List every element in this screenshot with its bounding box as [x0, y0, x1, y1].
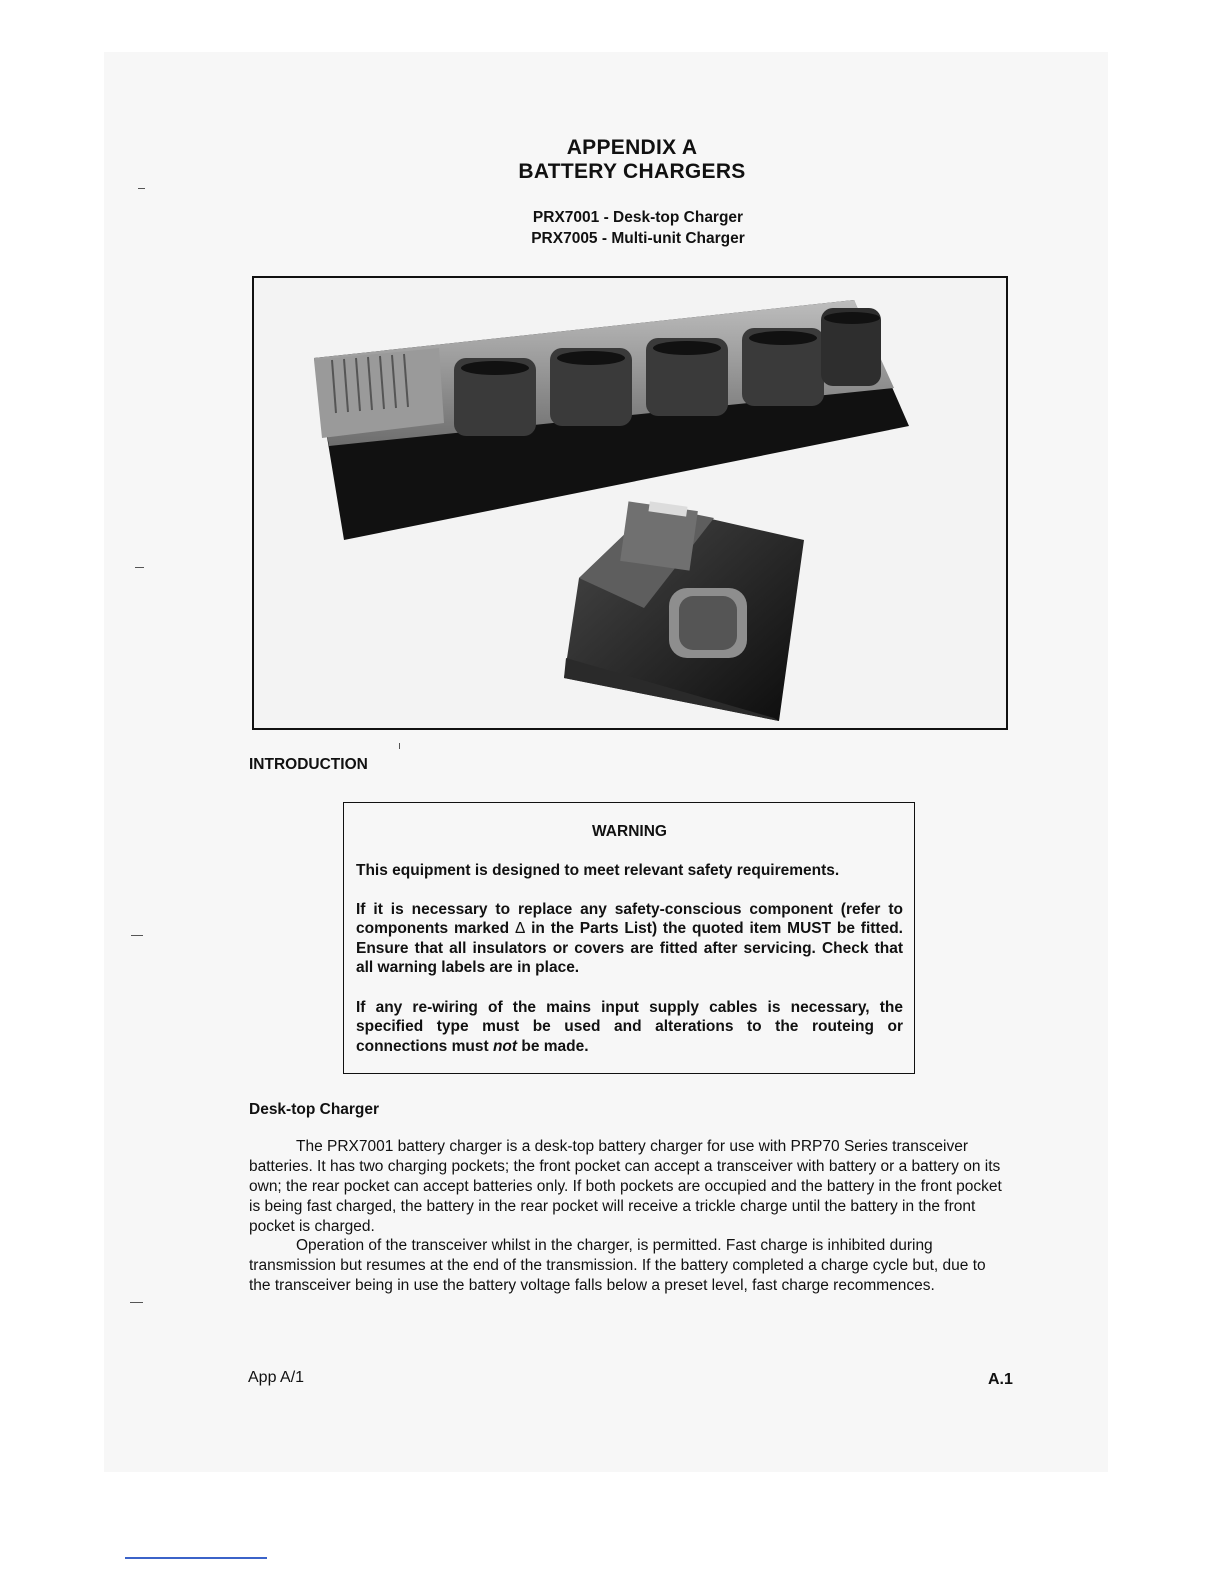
body-paragraph-1-text: The PRX7001 battery charger is a desk-top battery charger for use with PRP70 Series transceiver batteries. It has two charging pockets; the front pocket can accept a transceiver with battery or a battery on its own; the rear pocket can accept batteries only. If both pockets are occupied and the battery in the front pocket is being fast charged, the battery in the rear pocket will receive a trickle charge until the battery in the front pocket is charged. — [249, 1138, 1002, 1235]
viewer-underline-rule — [125, 1557, 267, 1559]
footer-page-number: A.1 — [988, 1371, 1013, 1388]
warning-paragraph-safety: This equipment is designed to meet relevant safety requirements. — [356, 862, 840, 879]
appendix-subtitle: BATTERY CHARGERS — [518, 160, 746, 183]
warning-emphasis-not: not — [492, 1037, 518, 1055]
desktop-charger-image — [564, 501, 804, 721]
body-paragraph-2-text: Operation of the transceiver whilst in the charger, is permitted. Fast charge is inhibited during transmission but resumes at the end of the transmission. If the battery completed a charge cycle but, due to the transceiver being in use the battery voltage falls below a preset level, fast charge recommences. — [249, 1237, 986, 1294]
warning-components-text-a: If it is necessary to replace any safety-conscious component (refer to components marked — [356, 900, 903, 937]
warning-box — [343, 802, 915, 1074]
warning-rewiring-text-a: If any re-wiring of the mains input supply cables is necessary, the specified type must be used and alterations to the routeing or connections must — [356, 998, 903, 1055]
body-paragraph-1 — [249, 1137, 1011, 1237]
warning-paragraph-rewiring — [356, 998, 903, 1057]
multi-unit-charger-image — [314, 300, 909, 540]
warning-paragraph-components — [356, 900, 903, 978]
desk-top-charger-heading: Desk-top Charger — [249, 1101, 380, 1118]
model-line-multiunit: PRX7005 - Multi-unit Charger — [531, 230, 745, 247]
model-line-desktop: PRX7001 - Desk-top Charger — [532, 209, 744, 226]
warning-title: WARNING — [592, 823, 667, 840]
body-paragraph-2 — [249, 1236, 1011, 1296]
warning-rewiring-text-b: be made. — [517, 1037, 589, 1055]
charger-photo — [252, 276, 1008, 730]
warning-components-text-b: in the Parts List) the quoted item MUST be fitted. Ensure that all insulators or covers are fitted after servicing. Check that all warning labels are in place. — [356, 920, 903, 976]
delta-symbol: Δ — [514, 920, 526, 937]
appendix-title: APPENDIX A — [566, 136, 698, 159]
footer-page-reference: App A/1 — [248, 1369, 305, 1386]
introduction-heading: INTRODUCTION — [249, 756, 368, 773]
